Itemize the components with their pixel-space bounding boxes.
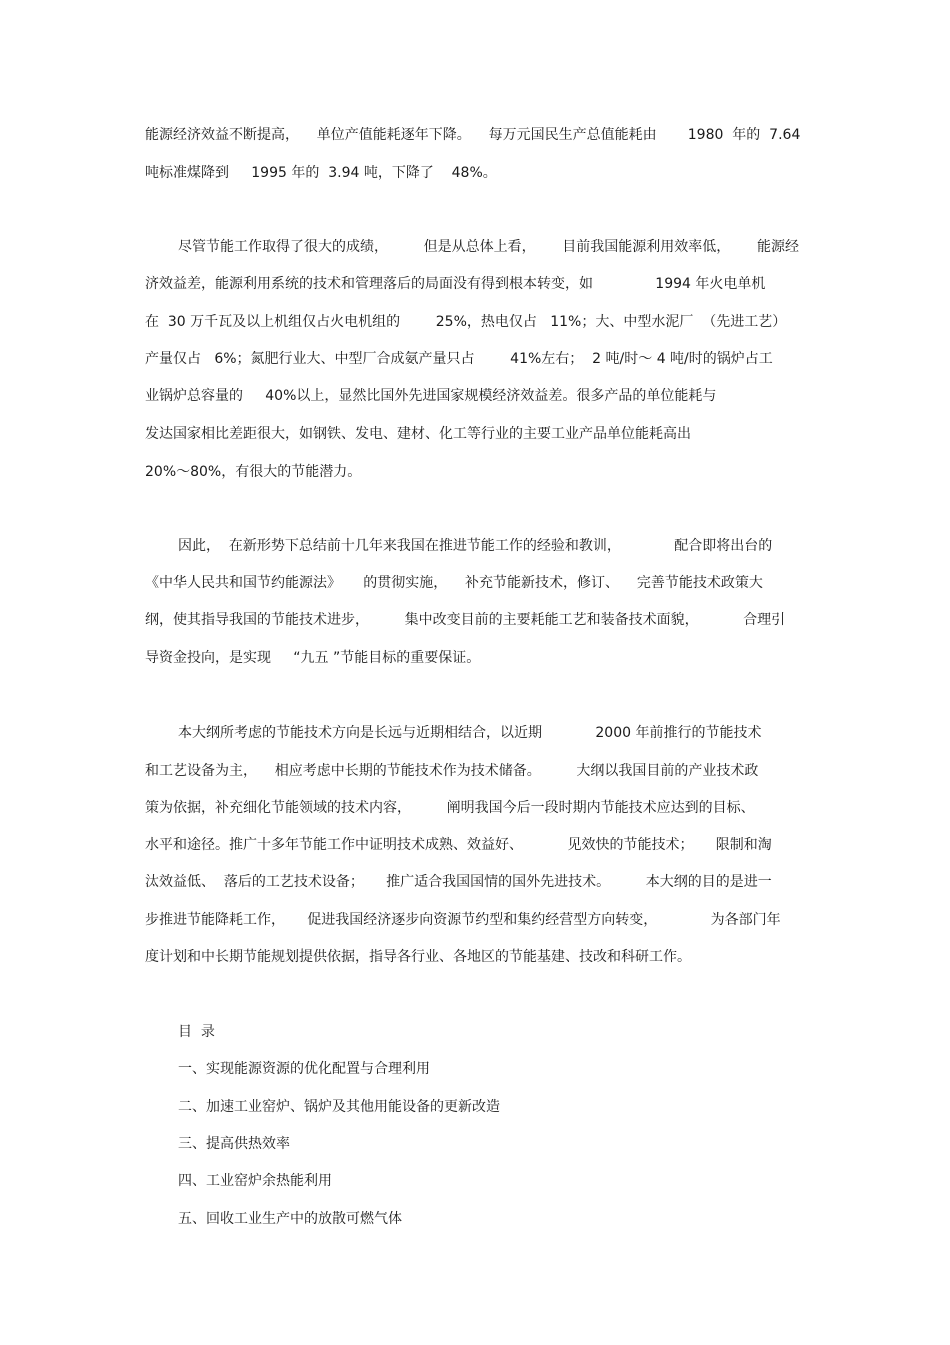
- paragraph-2-line-6: 发达国家相比差距很大，如钢铁、发电、建材、化工等行业的主要工业产品单位能耗高出: [145, 426, 691, 442]
- paragraph-4-line-7: 度计划和中长期节能规划提供依据，指导各行业、各地区的节能基建、技改和科研工作。: [145, 949, 691, 965]
- paragraph-4-line-1: 本大纲所考虑的节能技术方向是长远与近期相结合，以近期 2000 年前推行的节能技术: [178, 725, 762, 741]
- paragraph-4-line-3: 策为依据，补充细化节能领域的技术内容， 阐明我国今后一段时期内节能技术应达到的目标、: [145, 800, 755, 816]
- toc-item-2: 二、加速工业窑炉、锅炉及其他用能设备的更新改造: [178, 1099, 500, 1115]
- toc-title: 目 录: [178, 1024, 215, 1040]
- paragraph-3-line-2: 《中华人民共和国节约能源法》 的贯彻实施， 补充节能新技术，修订、 完善节能技术政策大: [145, 575, 763, 591]
- paragraph-3-line-3: 纲，使其指导我国的节能技术进步， 集中改变目前的主要耗能工艺和装备技术面貌， 合理引: [145, 612, 786, 628]
- paragraph-2-line-3: 在 30 万千瓦及以上机组仅占火电机组的 25%，热电仅占 11%；大、中型水泥厂 （先进工艺）: [145, 314, 787, 330]
- paragraph-4-line-6: 步推进节能降耗工作， 促进我国经济逐步向资源节约型和集约经营型方向转变， 为各部门年: [145, 912, 781, 928]
- toc-item-5: 五、回收工业生产中的放散可燃气体: [178, 1211, 402, 1227]
- paragraph-2-line-7: 20%～80%，有很大的节能潜力。: [145, 464, 362, 480]
- paragraph-4-line-5: 汰效益低、 落后的工艺技术设备； 推广适合我国国情的国外先进技术。 本大纲的目的是进一: [145, 874, 772, 890]
- paragraph-1-line-2: 吨标准煤降到 1995 年的 3.94 吨，下降了 48%。: [145, 165, 497, 181]
- paragraph-2-line-1: 尽管节能工作取得了很大的成绩， 但是从总体上看， 目前我国能源利用效率低， 能源经: [178, 239, 800, 255]
- paragraph-4-line-4: 水平和途径。推广十多年节能工作中证明技术成熟、效益好、 见效快的节能技术； 限制和淘: [145, 837, 772, 853]
- paragraph-4-line-2: 和工艺设备为主， 相应考虑中长期的节能技术作为技术储备。 大纲以我国目前的产业技术政: [145, 763, 759, 779]
- paragraph-2-line-5: 业锅炉总容量的 40%以上，显然比国外先进国家规模经济效益差。很多产品的单位能耗与: [145, 388, 717, 404]
- toc-item-1: 一、实现能源资源的优化配置与合理利用: [178, 1061, 430, 1077]
- toc-item-4: 四、工业窑炉余热能利用: [178, 1173, 332, 1189]
- paragraph-2-line-4: 产量仅占 6%；氮肥行业大、中型厂合成氨产量只占 41%左右； 2 吨/时～ 4 吨/时的锅炉占工: [145, 351, 773, 367]
- toc-item-3: 三、提高供热效率: [178, 1136, 290, 1152]
- paragraph-2-line-2: 济效益差，能源利用系统的技术和管理落后的局面没有得到根本转变，如 1994 年火电单机: [145, 276, 766, 292]
- paragraph-3-line-4: 导资金投向，是实现 “九五 ”节能目标的重要保证。: [145, 650, 481, 666]
- paragraph-3-line-1: 因此， 在新形势下总结前十几年来我国在推进节能工作的经验和教训， 配合即将出台的: [178, 538, 773, 554]
- paragraph-1-line-1: 能源经济效益不断提高， 单位产值能耗逐年下降。 每万元国民生产总值能耗由 1980 年的 7.64: [145, 127, 801, 143]
